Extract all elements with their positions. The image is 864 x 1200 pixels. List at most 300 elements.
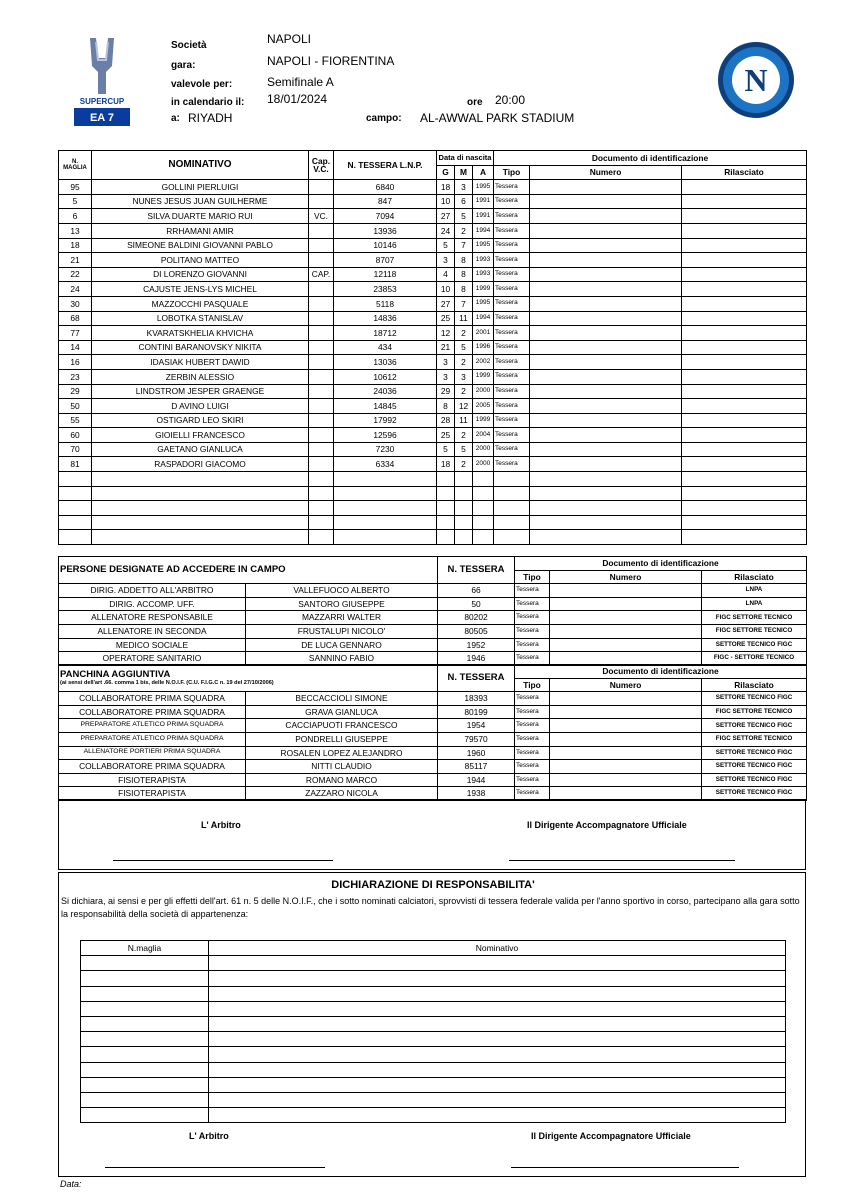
staff-tessera: 80505 <box>438 624 515 638</box>
staff-tessera-header: N. TESSERA <box>438 557 515 584</box>
player-row <box>59 209 807 224</box>
bench-row <box>59 705 807 719</box>
player-doc-issuer <box>682 515 807 530</box>
player-birth-day: 10 <box>437 194 455 209</box>
player-number: 24 <box>59 282 92 297</box>
svg-text:EA 7: EA 7 <box>89 112 115 124</box>
player-captain <box>309 428 334 443</box>
player-doc-number <box>530 238 682 253</box>
declaration-row <box>81 1047 786 1062</box>
player-row <box>59 413 807 428</box>
player-row <box>59 442 807 457</box>
player-name: IDASIAK HUBERT DAWID <box>92 355 309 370</box>
player-name: KVARATSKHELIA KHVICHA <box>92 326 309 341</box>
player-name <box>92 501 309 516</box>
staff-row <box>59 638 807 652</box>
numero-header: Numero <box>530 165 682 180</box>
decl-dirigente-signature-line[interactable] <box>511 1167 739 1168</box>
staff-doc-issuer: FIGC SETTORE TECNICO <box>702 624 807 638</box>
player-tessera: 7094 <box>334 209 437 224</box>
player-doc-type: Tessera <box>494 457 530 472</box>
player-row <box>59 530 807 545</box>
player-birth-year <box>473 515 494 530</box>
bench-rilasciato-header: Rilasciato <box>702 678 807 692</box>
bench-name: ZAZZARO NICOLA <box>246 787 438 801</box>
player-doc-number <box>530 515 682 530</box>
staff-role: DIRIG. ACCOMP. UFF. <box>59 597 246 611</box>
player-name: NUNES JESUS JUAN GUILHERME <box>92 194 309 209</box>
declaration-row <box>81 971 786 986</box>
data-value: 18/01/2024 <box>267 92 328 106</box>
player-captain <box>309 326 334 341</box>
bench-row <box>59 773 807 787</box>
player-birth-year: 1995 <box>473 296 494 311</box>
tipo-header: Tipo <box>494 165 530 180</box>
player-number: 14 <box>59 340 92 355</box>
napoli-letter: N <box>744 62 768 98</box>
player-doc-issuer <box>682 530 807 545</box>
player-birth-day: 8 <box>437 399 455 414</box>
player-number <box>59 486 92 501</box>
player-doc-type: Tessera <box>494 428 530 443</box>
bench-doc-issuer: SETTORE TECNICO FIGC <box>702 692 807 706</box>
player-name <box>92 472 309 487</box>
player-doc-issuer <box>682 384 807 399</box>
bench-doc-type: Tessera <box>515 773 550 787</box>
player-row <box>59 267 807 282</box>
player-birth-day: 25 <box>437 428 455 443</box>
player-row <box>59 194 807 209</box>
player-doc-number <box>530 267 682 282</box>
decl-nominativo-cell <box>209 1108 786 1123</box>
player-birth-year: 2004 <box>473 428 494 443</box>
player-number: 22 <box>59 267 92 282</box>
bench-documento-header: Documento di identificazione <box>515 665 807 679</box>
bench-tessera: 1954 <box>438 719 515 733</box>
bench-doc-type: Tessera <box>515 746 550 760</box>
staff-doc-number <box>550 597 702 611</box>
player-number: 13 <box>59 223 92 238</box>
decl-maglia-cell <box>81 1108 209 1123</box>
players-table <box>58 150 807 545</box>
player-doc-number <box>530 209 682 224</box>
player-doc-issuer <box>682 457 807 472</box>
player-doc-number <box>530 296 682 311</box>
player-tessera: 13936 <box>334 223 437 238</box>
bench-tessera-header: N. TESSERA <box>438 665 515 692</box>
player-row <box>59 457 807 472</box>
player-birth-month: 2 <box>455 428 473 443</box>
staff-doc-type: Tessera <box>515 584 550 598</box>
player-doc-issuer <box>682 326 807 341</box>
staff-documento-header: Documento di identificazione <box>515 557 807 571</box>
staff-name: FRUSTALUPI NICOLO' <box>246 624 438 638</box>
player-name <box>92 530 309 545</box>
player-doc-issuer <box>682 253 807 268</box>
declaration-row <box>81 1016 786 1031</box>
decl-maglia-cell <box>81 986 209 1001</box>
documento-header: Documento di identificazione <box>494 151 807 166</box>
player-birth-day: 3 <box>437 355 455 370</box>
bench-title: PANCHINA AGGIUNTIVA <box>60 669 171 681</box>
player-tessera: 8707 <box>334 253 437 268</box>
player-birth-day: 4 <box>437 267 455 282</box>
bench-name: CACCIAPUOTI FRANCESCO <box>246 719 438 733</box>
staff-tessera: 1946 <box>438 652 515 666</box>
a-header: A <box>473 165 494 180</box>
player-birth-day: 3 <box>437 369 455 384</box>
player-doc-issuer <box>682 472 807 487</box>
player-tessera: 14845 <box>334 399 437 414</box>
player-captain <box>309 413 334 428</box>
player-doc-number <box>530 501 682 516</box>
player-tessera: 23853 <box>334 282 437 297</box>
bench-doc-number <box>550 773 702 787</box>
decl-nominativo-cell <box>209 1047 786 1062</box>
player-captain <box>309 515 334 530</box>
player-row <box>59 311 807 326</box>
bench-role: FISIOTERAPISTA <box>59 773 246 787</box>
campo-value: AL-AWWAL PARK STADIUM <box>420 111 575 125</box>
bench-row <box>59 746 807 760</box>
staff-name: DE LUCA GENNARO <box>246 638 438 652</box>
decl-nominativo-cell <box>209 1077 786 1092</box>
player-birth-month: 2 <box>455 355 473 370</box>
player-doc-type: Tessera <box>494 311 530 326</box>
bench-name: GRAVA GIANLUCA <box>246 705 438 719</box>
maglia-header: N. MAGLIA <box>59 151 92 180</box>
decl-maglia-cell <box>81 971 209 986</box>
player-name: DI LORENZO GIOVANNI <box>92 267 309 282</box>
player-captain: CAP. <box>309 267 334 282</box>
player-birth-month <box>455 472 473 487</box>
declaration-row <box>81 1062 786 1077</box>
citta-label: a: <box>171 113 180 124</box>
staff-doc-number <box>550 638 702 652</box>
player-name <box>92 486 309 501</box>
player-doc-issuer <box>682 486 807 501</box>
bench-numero-header: Numero <box>550 678 702 692</box>
calendario-label: in calendario il: <box>171 97 245 108</box>
decl-maglia-cell <box>81 1016 209 1031</box>
player-doc-type <box>494 501 530 516</box>
player-doc-type: Tessera <box>494 399 530 414</box>
valevole-value: Semifinale A <box>267 75 334 89</box>
staff-name: SANNINO FABIO <box>246 652 438 666</box>
player-doc-type: Tessera <box>494 340 530 355</box>
player-name: LOBOTKA STANISLAV <box>92 311 309 326</box>
player-birth-month <box>455 515 473 530</box>
player-row <box>59 384 807 399</box>
player-captain <box>309 238 334 253</box>
player-number <box>59 472 92 487</box>
decl-nominativo-cell <box>209 971 786 986</box>
player-doc-type: Tessera <box>494 326 530 341</box>
player-birth-month: 2 <box>455 384 473 399</box>
player-name: OSTIGARD LEO SKIRI <box>92 413 309 428</box>
nominativo-header: NOMINATIVO <box>92 151 309 180</box>
player-doc-type: Tessera <box>494 253 530 268</box>
napoli-logo <box>716 40 796 120</box>
declaration-row <box>81 956 786 971</box>
player-birth-month: 7 <box>455 238 473 253</box>
decl-maglia-cell <box>81 1047 209 1062</box>
g-header: G <box>437 165 455 180</box>
player-birth-month: 7 <box>455 296 473 311</box>
staff-role: MEDICO SOCIALE <box>59 638 246 652</box>
player-tessera: 6334 <box>334 457 437 472</box>
bench-doc-number <box>550 760 702 774</box>
arbitro-label: L' Arbitro <box>201 820 241 830</box>
bench-name: ROSALEN LOPEZ ALEJANDRO <box>246 746 438 760</box>
player-name: RASPADORI GIACOMO <box>92 457 309 472</box>
player-doc-type: Tessera <box>494 384 530 399</box>
declaration-table <box>80 940 786 1123</box>
player-doc-number <box>530 253 682 268</box>
player-doc-number <box>530 457 682 472</box>
player-tessera <box>334 515 437 530</box>
player-doc-number <box>530 282 682 297</box>
player-doc-type: Tessera <box>494 442 530 457</box>
player-birth-day: 18 <box>437 457 455 472</box>
player-doc-number <box>530 326 682 341</box>
staff-role: ALLENATORE IN SECONDA <box>59 624 246 638</box>
player-captain <box>309 282 334 297</box>
player-captain <box>309 457 334 472</box>
player-doc-number <box>530 180 682 195</box>
player-doc-issuer <box>682 311 807 326</box>
player-number: 95 <box>59 180 92 195</box>
player-row <box>59 253 807 268</box>
bench-role: COLLABORATORE PRIMA SQUADRA <box>59 760 246 774</box>
staff-tessera: 80202 <box>438 611 515 625</box>
staff-tipo-header: Tipo <box>515 570 550 584</box>
player-birth-day: 12 <box>437 326 455 341</box>
declaration-row <box>81 1032 786 1047</box>
declaration-row <box>81 1092 786 1107</box>
player-doc-number <box>530 442 682 457</box>
bench-role: COLLABORATORE PRIMA SQUADRA <box>59 705 246 719</box>
player-name: CONTINI BARANOVSKY NIKITA <box>92 340 309 355</box>
player-doc-number <box>530 399 682 414</box>
staff-doc-type: Tessera <box>515 624 550 638</box>
societa-label: Società <box>171 40 207 51</box>
decl-maglia-cell <box>81 1032 209 1047</box>
player-birth-year: 2000 <box>473 384 494 399</box>
player-row <box>59 340 807 355</box>
staff-row <box>59 624 807 638</box>
player-tessera: 6840 <box>334 180 437 195</box>
player-birth-day: 29 <box>437 384 455 399</box>
player-doc-number <box>530 340 682 355</box>
bench-doc-type: Tessera <box>515 705 550 719</box>
player-doc-number <box>530 194 682 209</box>
player-birth-year: 1996 <box>473 340 494 355</box>
player-name: MAZZOCCHI PASQUALE <box>92 296 309 311</box>
ore-label: ore <box>467 97 483 108</box>
declaration-row <box>81 986 786 1001</box>
decl-nominativo-cell <box>209 1062 786 1077</box>
decl-maglia-cell <box>81 1001 209 1016</box>
gara-label: gara: <box>171 60 196 71</box>
player-birth-month: 6 <box>455 194 473 209</box>
decl-arbitro-signature-line[interactable] <box>105 1167 325 1168</box>
staff-tessera: 66 <box>438 584 515 598</box>
player-birth-year <box>473 501 494 516</box>
player-birth-day <box>437 486 455 501</box>
player-doc-type <box>494 486 530 501</box>
player-doc-number <box>530 530 682 545</box>
player-captain <box>309 311 334 326</box>
bench-name: BECCACCIOLI SIMONE <box>246 692 438 706</box>
bench-doc-issuer: SETTORE TECNICO FIGC <box>702 773 807 787</box>
bench-doc-type: Tessera <box>515 760 550 774</box>
player-tessera <box>334 486 437 501</box>
player-captain <box>309 253 334 268</box>
player-tessera: 14836 <box>334 311 437 326</box>
player-doc-type <box>494 472 530 487</box>
player-birth-year: 1993 <box>473 267 494 282</box>
rilasciato-header: Rilasciato <box>682 165 807 180</box>
player-tessera: 17992 <box>334 413 437 428</box>
bench-doc-issuer: SETTORE TECNICO FIGC <box>702 787 807 801</box>
bench-doc-number <box>550 719 702 733</box>
player-birth-year: 1994 <box>473 311 494 326</box>
staff-doc-type: Tessera <box>515 652 550 666</box>
player-captain <box>309 355 334 370</box>
player-birth-year: 2005 <box>473 399 494 414</box>
arbitro-signature-line[interactable] <box>113 860 333 861</box>
player-birth-month: 5 <box>455 442 473 457</box>
player-tessera <box>334 501 437 516</box>
gara-value: NAPOLI - FIORENTINA <box>267 54 395 68</box>
player-captain <box>309 296 334 311</box>
player-birth-year: 1999 <box>473 282 494 297</box>
cap-header: Cap. V.C. <box>309 151 334 180</box>
player-doc-type: Tessera <box>494 355 530 370</box>
player-number: 81 <box>59 457 92 472</box>
staff-table <box>58 556 807 666</box>
supercup-logo <box>70 36 134 128</box>
declaration-row <box>81 1108 786 1123</box>
player-captain <box>309 194 334 209</box>
bench-tessera: 80199 <box>438 705 515 719</box>
player-tessera: 847 <box>334 194 437 209</box>
declaration-title: DICHIARAZIONE DI RESPONSABILITA' <box>331 879 535 891</box>
player-captain <box>309 530 334 545</box>
staff-tessera: 50 <box>438 597 515 611</box>
player-birth-month: 5 <box>455 340 473 355</box>
decl-dirigente-label: Il Dirigente Accompagnatore Ufficiale <box>531 1131 691 1141</box>
player-captain <box>309 223 334 238</box>
player-row <box>59 515 807 530</box>
bench-doc-type: Tessera <box>515 692 550 706</box>
dirigente-signature-line[interactable] <box>509 860 735 861</box>
decl-nominativo-cell <box>209 986 786 1001</box>
campo-label: campo: <box>366 113 402 124</box>
player-birth-day: 28 <box>437 413 455 428</box>
player-doc-type: Tessera <box>494 267 530 282</box>
bench-tessera: 1960 <box>438 746 515 760</box>
player-birth-year: 2002 <box>473 355 494 370</box>
player-number: 29 <box>59 384 92 399</box>
decl-maglia-cell <box>81 956 209 971</box>
player-birth-month <box>455 530 473 545</box>
decl-maglia-cell <box>81 1062 209 1077</box>
player-birth-year: 1995 <box>473 180 494 195</box>
player-name: POLITANO MATTEO <box>92 253 309 268</box>
player-tessera: 12118 <box>334 267 437 282</box>
player-tessera <box>334 530 437 545</box>
player-birth-year: 1991 <box>473 194 494 209</box>
player-doc-issuer <box>682 355 807 370</box>
declaration-text: Si dichiara, ai sensi e per gli effetti dell'art. 61 n. 5 delle N.O.I.F., che i sotto nominati calciatori, sprovvisti di tessera federale valida per l'anno sportivo in corso, partecipano alla gara sotto la responsabilità della società di appartenenza: <box>61 896 800 919</box>
data-label: Data: <box>60 1179 82 1189</box>
player-tessera: 18712 <box>334 326 437 341</box>
player-birth-month: 11 <box>455 413 473 428</box>
player-doc-issuer <box>682 442 807 457</box>
player-number: 68 <box>59 311 92 326</box>
decl-arbitro-label: L' Arbitro <box>189 1131 229 1141</box>
bench-tessera: 79570 <box>438 732 515 746</box>
player-doc-type: Tessera <box>494 180 530 195</box>
player-row <box>59 326 807 341</box>
player-birth-month: 8 <box>455 253 473 268</box>
player-tessera: 434 <box>334 340 437 355</box>
player-doc-type: Tessera <box>494 223 530 238</box>
player-doc-number <box>530 223 682 238</box>
player-birth-month: 2 <box>455 326 473 341</box>
staff-doc-issuer: FIGC - SETTORE TECNICO <box>702 652 807 666</box>
header <box>0 0 864 148</box>
player-birth-month: 3 <box>455 180 473 195</box>
societa-value: NAPOLI <box>267 32 312 46</box>
player-birth-day: 21 <box>437 340 455 355</box>
bench-title-cell <box>59 665 438 692</box>
player-row <box>59 282 807 297</box>
staff-doc-issuer: LNPA <box>702 584 807 598</box>
player-row <box>59 486 807 501</box>
player-number <box>59 530 92 545</box>
declaration-row <box>81 1001 786 1016</box>
player-doc-number <box>530 355 682 370</box>
player-number: 55 <box>59 413 92 428</box>
decl-nominativo-cell <box>209 956 786 971</box>
bench-role: FISIOTERAPISTA <box>59 787 246 801</box>
player-row <box>59 369 807 384</box>
bench-row <box>59 719 807 733</box>
player-doc-type <box>494 515 530 530</box>
player-name: SILVA DUARTE MARIO RUI <box>92 209 309 224</box>
player-doc-type: Tessera <box>494 369 530 384</box>
staff-rilasciato-header: Rilasciato <box>702 570 807 584</box>
player-name: GOLLINI PIERLUIGI <box>92 180 309 195</box>
bench-doc-type: Tessera <box>515 719 550 733</box>
bench-tessera: 85117 <box>438 760 515 774</box>
player-birth-day: 5 <box>437 238 455 253</box>
player-birth-day <box>437 501 455 516</box>
player-birth-day <box>437 472 455 487</box>
player-tessera: 10146 <box>334 238 437 253</box>
player-name: RRHAMANI AMIR <box>92 223 309 238</box>
player-number: 60 <box>59 428 92 443</box>
player-tessera: 12596 <box>334 428 437 443</box>
bench-doc-issuer: SETTORE TECNICO FIGC <box>702 746 807 760</box>
player-doc-type <box>494 530 530 545</box>
player-row <box>59 296 807 311</box>
player-birth-year: 1991 <box>473 209 494 224</box>
player-number: 21 <box>59 253 92 268</box>
